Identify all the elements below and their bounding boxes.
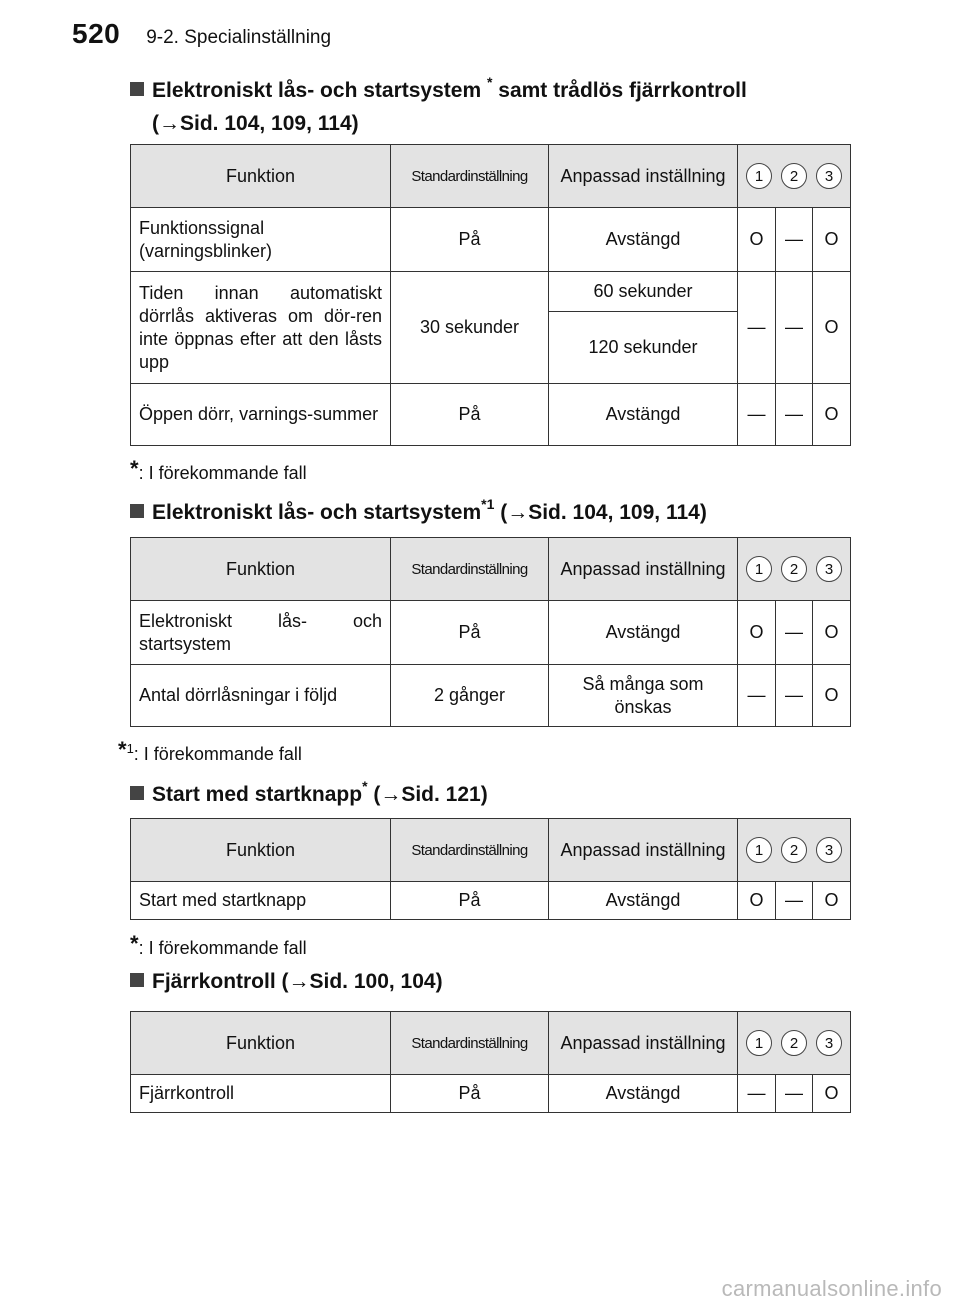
circle-2-icon: 2 — [781, 556, 807, 582]
settings-table-2 — [130, 537, 851, 727]
circle-3-icon: 3 — [816, 556, 842, 582]
table-row: Fjärrkontroll På Avstängd — — O — [131, 1075, 851, 1113]
col-function: Funktion — [131, 538, 391, 601]
page-number: 520 — [72, 18, 121, 49]
section2-heading: Elektroniskt lås- och startsystem$^{*1}$ (→Sid. 104, 109, 114) — [130, 490, 870, 529]
section-title: 9-2. Specialinställning — [146, 27, 332, 48]
footnote-3: *: I förekommande fall — [130, 931, 307, 958]
settings-table-3 — [130, 818, 851, 920]
watermark: carmanualsonline.info — [721, 1276, 942, 1301]
bullet-square-icon — [130, 504, 144, 518]
col-function: Funktion — [131, 819, 391, 882]
col-circles — [738, 819, 851, 882]
col-default: Standardinställning — [391, 1012, 549, 1075]
circle-3-icon: 3 — [816, 1030, 842, 1056]
col-default: Standardinställning — [391, 145, 549, 208]
col-custom: Anpassad inställning — [549, 538, 738, 601]
settings-table-1 — [130, 144, 851, 446]
col-circles — [738, 1012, 851, 1075]
col-circles — [738, 538, 851, 601]
bullet-square-icon — [130, 786, 144, 800]
bullet-square-icon — [130, 973, 144, 987]
footnote-1: *: I förekommande fall — [130, 456, 307, 483]
table-row: Elektroniskt lås- och startsystem På Avstängd O — O — [131, 601, 851, 665]
section4-heading: Fjärrkontroll (→Sid. 100, 104) — [130, 965, 870, 998]
circle-2-icon: 2 — [781, 1030, 807, 1056]
bullet-square-icon — [130, 82, 144, 96]
section3-heading: Start med startknapp* (→Sid. 121) — [130, 772, 870, 811]
section1-heading: Elektroniskt lås- och startsystem * samt trådlös fjärrkontroll (→Sid. 104, 109, 114) — [130, 68, 870, 140]
page-header — [72, 18, 331, 50]
col-circles — [738, 145, 851, 208]
circle-1-icon: 1 — [746, 837, 772, 863]
circle-1-icon: 1 — [746, 1030, 772, 1056]
col-function: Funktion — [131, 145, 391, 208]
circle-3-icon: 3 — [816, 163, 842, 189]
circle-2-icon: 2 — [781, 837, 807, 863]
col-default: Standardinställning — [391, 538, 549, 601]
col-custom: Anpassad inställning — [549, 145, 738, 208]
table-row: Antal dörrlåsningar i följd 2 gånger Så många som önskas — — O — [131, 665, 851, 727]
col-function: Funktion — [131, 1012, 391, 1075]
table-row: Öppen dörr, varnings-summer På Avstängd — — O — [131, 384, 851, 446]
col-custom: Anpassad inställning — [549, 819, 738, 882]
settings-table-4 — [130, 1011, 851, 1113]
table-row: Funktionssignal (varningsblinker) På Avstängd O — O — [131, 208, 851, 272]
table-row: Start med startknapp På Avstängd O — O — [131, 882, 851, 920]
circle-1-icon: 1 — [746, 163, 772, 189]
table-row: Tiden innan automatiskt dörrlås aktiveras om dör-ren inte öppnas efter att den låsts upp 30 sekunder 60 sekunder — — O — [131, 272, 851, 312]
circle-1-icon: 1 — [746, 556, 772, 582]
circle-3-icon: 3 — [816, 837, 842, 863]
col-default: Standardinställning — [391, 819, 549, 882]
circle-2-icon: 2 — [781, 163, 807, 189]
col-custom: Anpassad inställning — [549, 1012, 738, 1075]
table-row: 120 sekunder — [131, 312, 851, 384]
footnote-2: *$^1$: I förekommande fall — [118, 737, 302, 764]
